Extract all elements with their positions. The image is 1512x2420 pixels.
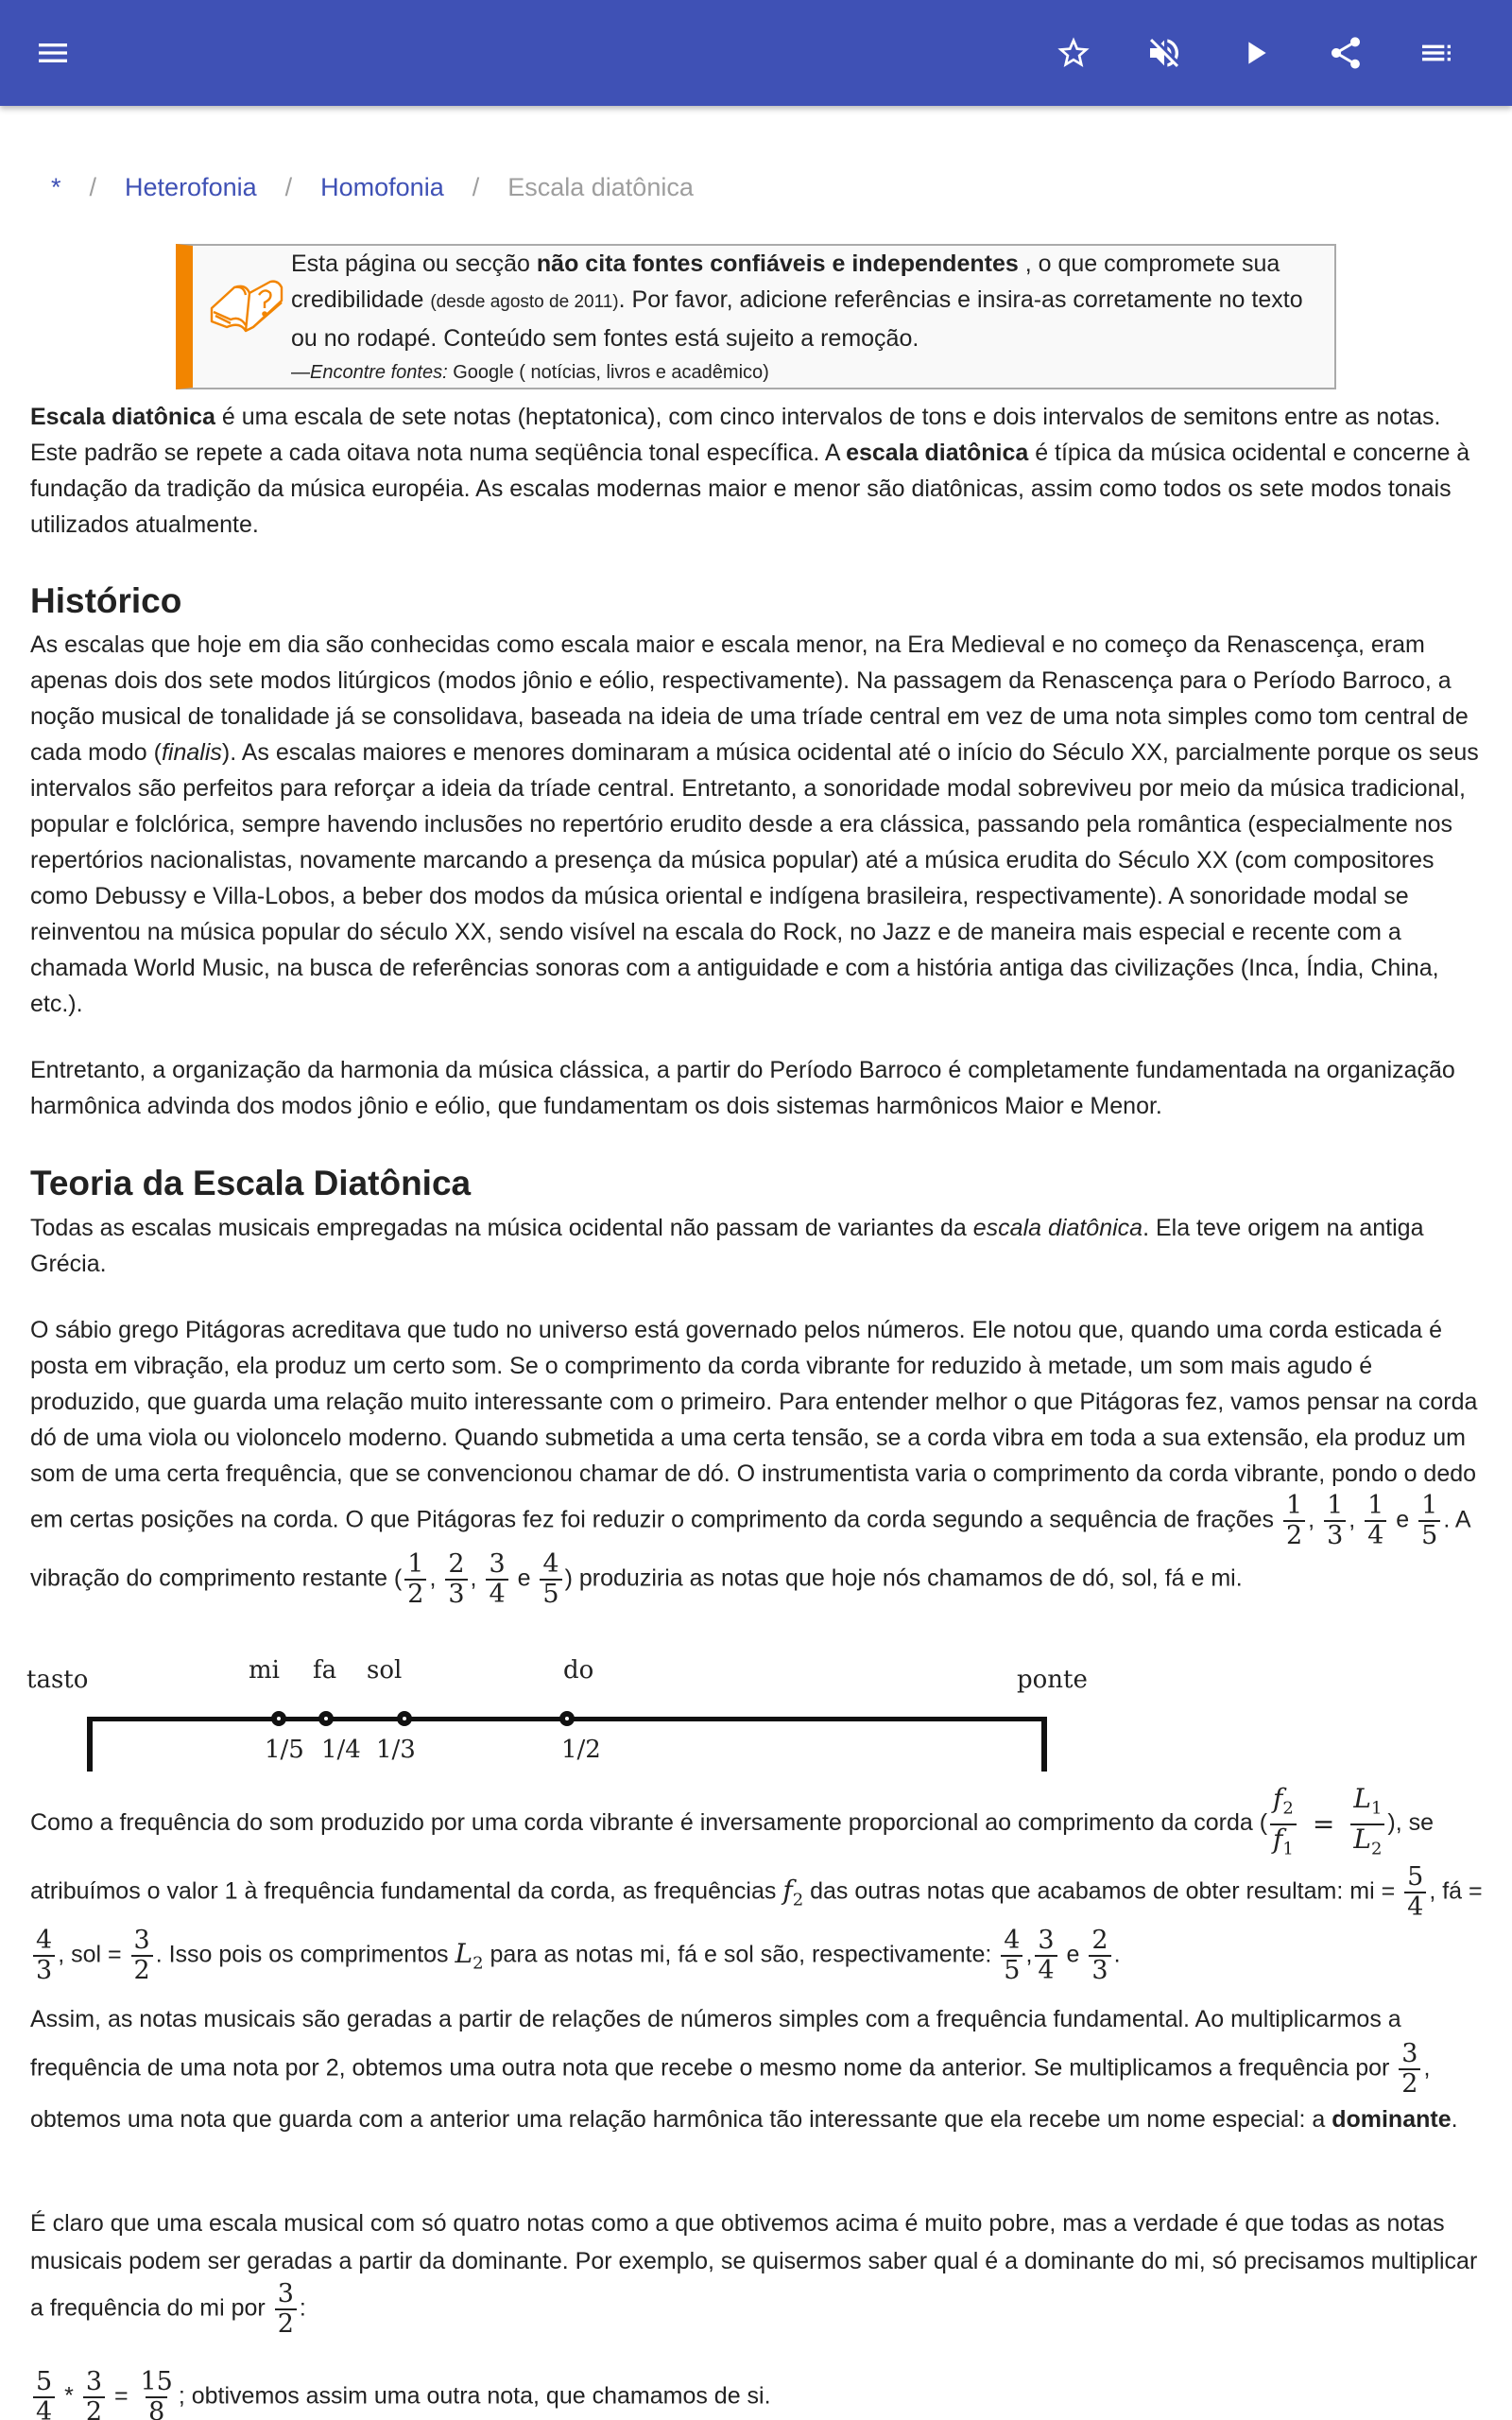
teoria-text: ; obtivemos assim uma outra nota, que chamamos de si.: [178, 2382, 771, 2410]
teoria-paragraph-dominante: Assim, as notas musicais são geradas a partir de relações de números simples com a frequência fundamental. Ao multiplicarmos a frequência de uma nota por 2, obtemos uma outra nota que recebe o mesmo nome da anterior. Se multiplicamos a frequência por $\frac{3}{2}$ , obtemos uma nota que guarda com a anterior uma relação harmônica tão interessante que ela recebe um nome especial: a dominante.: [30, 2006, 1458, 2133]
math-fraction: $\frac{3}{2}$: [1399, 2040, 1420, 2099]
play-button[interactable]: [1228, 26, 1281, 79]
math-fraction: $\frac{1}{3}$: [1324, 1492, 1346, 1550]
math-fraction-fa: $\frac{4}{3}$: [33, 1927, 55, 1985]
section-heading-historico: Histórico: [30, 581, 182, 620]
math-fraction-f2-f1: $\frac{f_2}{f_1}$: [1270, 1785, 1297, 1863]
diagram-ratio-do: 1/2: [561, 1736, 601, 1764]
historico-paragraph-2: Entretanto, a organização da harmonia da música clássica, a partir do Período Barroco é completamente fundamentada na organização harmônica advinda dos modos jônio e eólio, que fundamentam os dois sistemas harmônicos Maior e Menor.: [30, 1057, 1455, 1119]
math-fraction: $\frac{4}{5}$: [1001, 1927, 1022, 1985]
math-fraction: $\frac{3}{4}$: [1035, 1927, 1057, 1985]
find-sources-dash: —: [291, 362, 310, 383]
notice-bold-text: não cita fontes confiáveis e independentes: [536, 251, 1019, 277]
diagram-post-left: [87, 1717, 93, 1772]
historico-text: As escalas que hoje em dia são conhecidas como escala maior e escala menor, na Era Medieval e no começo da Renascença, eram apenas dois dos sete modos litúrgicos (modos jônio e eólio, respectivamente). Na passagem da Renascença para o Período Barroco, a noção musical de tonalidade já se consolidava, baseada na ideia de uma tríade central em vez de uma nota simples como tom central de cada modo (: [30, 631, 1469, 766]
teoria-paragraph-pitagoras: O sábio grego Pitágoras acreditava que tudo no universo está governado pelos números. Ele notou que, quando uma corda esticada é posta em vibração, ela produz um certo som. Se o comprimento da corda vibrante for reduzido à metade, um som mais agudo é produzido, que guarda uma relação muito interessante com o primeiro. Para entender melhor o que Pitágoras fez, vamos pensar na corda dó de uma viola ou violoncelo moderno. Quando submetida a uma certa tensão, se a corda vibra em toda a sua extensão, ela produz um som de uma certa frequência, que se convencionou chamar de dó. O instrumentista varia o comprimento da corda vibrante, pondo o dedo em certas posições na corda. O que Pitágoras fez foi reduzir o comprimento da corda segundo a sequência de frações $\frac{1}{2}$ , $\frac{1}{3}$ , $\frac{1}{4}$ e $\frac{1}{5}$ . A vibração do comprimento restante ( $\frac{1}{2}$ , $\frac{2}{3}$ , $\frac{3}{4}$ e $\frac{4}{5}$ ) produziria as notas que hoje nós chamamos de dó, sol, fá e mi.: [30, 1317, 1478, 1609]
unsourced-notice-box: [176, 244, 1336, 389]
app-bar: [0, 0, 1512, 106]
teoria-formula-si: $\frac{5}{4}$ * $\frac{3}{2}$ = $\frac{15}{8}$ ; obtivemos assim uma outra nota, que chamamos de si.: [30, 2368, 1486, 2420]
diagram-node-sol: [397, 1711, 412, 1726]
teoria-text: O sábio grego Pitágoras acreditava que tudo no universo está governado pelos números. Ele notou que, quando uma corda esticada é posta em vibração, ela produz um certo som. Se o comprimento da corda vibrante for reduzido à metade, um som mais agudo é produzido, que guarda uma relação muito interessante com o primeiro. Para entender melhor o que Pitágoras fez, vamos pensar na corda dó de uma viola ou violoncelo moderno. Quando submetida a uma certa tensão, se a corda vibra em toda a sua extensão, ela produz um som de uma certa frequência, que se convencionou chamar de dó. O instrumentista varia o comprimento da corda vibrante, pondo o dedo em certas posições na corda. O que Pitágoras fez foi reduzir o comprimento da corda segundo a sequência de frações: [30, 1317, 1478, 1533]
section-heading-teoria: Teoria da Escala Diatônica: [30, 1164, 472, 1202]
find-sources-line: [291, 358, 1331, 387]
math-var-L2: $L_2$: [455, 1938, 484, 1974]
math-fraction: $\frac{1}{2}$: [404, 1550, 426, 1609]
breadcrumb: [51, 168, 694, 206]
book-question-icon: [206, 274, 285, 340]
math-fraction: $\frac{4}{5}$: [540, 1550, 561, 1609]
diagram-note-fa: fa: [313, 1656, 337, 1685]
notice-text-part: . Por favor, adicione referências e insira-as corretamente no texto ou no rodapé. Conteúdo sem fontes está sujeito a remoção.: [291, 286, 1303, 352]
teoria-paragraph-1: [30, 1210, 1486, 1282]
historico-italic-term: finalis: [161, 739, 222, 766]
contents-button[interactable]: [1410, 26, 1463, 79]
teoria-text: para as notas mi, fá e sol são, respectivamente:: [483, 1942, 999, 1968]
teoria-text: É claro que uma escala musical com só quatro notas como a que obtivemos acima é muito pobre, mas a verdade é que todas as notas musicais podem ser geradas a partir da dominante. Por exemplo, se quisermos saber qual é a dominante do mi, só precisamos multiplicar a frequência do mi por: [30, 2210, 1478, 2322]
teoria-paragraph-frequency: Como a frequência do som produzido por uma corda vibrante é inversamente proporcional ao comprimento da corda ( $\frac{f_2}{f_1}$ = $\frac{L_1}{L_2}$ ), se atribuímos o valor 1 à frequência fundamental da corda, as frequências $f_2$ das outras notas que acabamos de obter resultam: mi = $\frac{5}{4}$ , fá = $\frac{4}{3}$ , sol = $\frac{3}{2}$ . Isso pois os comprimentos $L_2$ para as notas mi, fá e sol são, respectivamente: $\frac{4}{5}$ , $\frac{3}{4}$ e $\frac{2}{3}$ .: [30, 1783, 1483, 1986]
notice-text-part: , o que compromete sua credibilidade: [291, 251, 1280, 313]
diagram-post-right: [1041, 1717, 1047, 1772]
share-button[interactable]: [1319, 26, 1372, 79]
teoria-text: ), se atribuímos o valor 1 à frequência fundamental da corda, as frequências: [30, 1809, 1435, 1905]
intro-bold-term: Escala diatônica: [30, 404, 215, 430]
math-fraction: $\frac{1}{4}$: [1365, 1492, 1386, 1550]
intro-text: é uma escala de sete notas (heptatonica), com cinco intervalos de tons e dois intervalos de semitons entre as notas. Este padrão se repete a cada oitava nota numa seqüência tonal específica. A: [30, 404, 1441, 466]
menu-icon: [34, 34, 72, 72]
table-of-contents-icon: [1418, 34, 1455, 72]
diagram-note-do: do: [563, 1656, 594, 1685]
intro-bold-term: escala diatônica: [846, 440, 1029, 466]
math-fraction: $\frac{15}{8}$: [138, 2368, 176, 2420]
math-fraction: $\frac{2}{3}$: [1089, 1927, 1110, 1985]
historico-text: ). As escalas maiores e menores dominaram a música ocidental até o início do Século XX, parcialmente porque os seus intervalos são perfeitos para reforçar a ideia da tríade central. Entretanto, a sonoridade modal sobreviveu por meio da música tradicional, popular e folclórica, sempre havendo inclusões no repertório erudito desde a era clássica, passando pela romântica (especialmente nos repertórios nacionalistas, novamente marcando a presença da música popular) até a música erudita do Século XX (com compositores como Debussy e Villa-Lobos, a beber dos modos da música oriental e indígena brasileira, respectivamente). A sonoridade modal se reinventou na música popular do século XX, sendo visível na escala do Rock, no Jazz e de maneira mais especial e recente com a chamada World Music, na busca de referências sonoras com a antiguidade e com a história antiga das civilizações (Inca, Índia, China, etc.).: [30, 739, 1479, 1017]
string-division-diagram: [26, 1654, 1104, 1777]
math-fraction: $\frac{5}{4}$: [33, 2368, 55, 2420]
breadcrumb-home-link[interactable]: *: [51, 173, 61, 201]
math-fraction: $\frac{3}{2}$: [275, 2280, 297, 2339]
star-outline-icon: [1055, 34, 1092, 72]
math-fraction-L1-L2: $\frac{L_1}{L_2}$: [1350, 1785, 1384, 1863]
breadcrumb-separator: /: [89, 173, 97, 201]
teoria-text: ) produziria as notas que hoje nós chamamos de dó, sol, fá e mi.: [564, 1564, 1243, 1592]
math-fraction: $\frac{1}{5}$: [1418, 1492, 1440, 1550]
breadcrumb-link-homofonia[interactable]: Homofonia: [320, 173, 444, 201]
breadcrumb-current-page: Escala diatônica: [507, 173, 694, 201]
math-fraction: $\frac{3}{2}$: [83, 2368, 105, 2420]
teoria-text: . A vibração do comprimento restante (: [30, 1506, 1470, 1592]
teoria-text: , obtemos uma nota que guarda com a anterior uma relação harmônica tão interessante que ela recebe um nome especial: a: [30, 2054, 1431, 2133]
favorite-button[interactable]: [1047, 26, 1100, 79]
diagram-node-do: [559, 1711, 575, 1726]
mute-button[interactable]: [1138, 26, 1191, 79]
diagram-ratio-fa: 1/4: [321, 1736, 361, 1764]
math-fraction: $\frac{2}{3}$: [445, 1550, 467, 1609]
notice-since-date: (desde agosto de 2011): [430, 292, 619, 312]
teoria-text: Assim, as notas musicais são geradas a partir de relações de números simples com a frequência fundamental. Ao multiplicarmos a frequência de uma nota por 2, obtemos uma outra nota que recebe o mesmo nome da anterior. Se multiplicamos a frequência por: [30, 2006, 1401, 2082]
math-fraction: $\frac{3}{4}$: [486, 1550, 507, 1609]
teoria-text: . Isso pois os comprimentos: [155, 1942, 455, 1968]
teoria-text: . Ela teve origem na antiga Grécia.: [30, 1215, 1424, 1277]
teoria-text: das outras notas que acabamos de obter resultam: mi =: [803, 1877, 1402, 1905]
diagram-note-sol: sol: [367, 1656, 403, 1685]
math-var-f2: $f_2$: [782, 1874, 804, 1910]
math-fraction: $\frac{1}{2}$: [1283, 1492, 1305, 1550]
diagram-label-ponte: ponte: [1017, 1666, 1088, 1694]
find-sources-links[interactable]: Google ( notícias, livros e acadêmico): [447, 362, 769, 383]
breadcrumb-link-heterofonia[interactable]: Heterofonia: [125, 173, 257, 201]
diagram-node-fa: [318, 1711, 334, 1726]
menu-button[interactable]: [26, 26, 79, 79]
diagram-note-mi: mi: [249, 1656, 280, 1685]
find-sources-label: Encontre fontes:: [310, 362, 448, 383]
teoria-italic-term: escala diatônica: [972, 1215, 1143, 1241]
play-icon: [1236, 34, 1274, 72]
volume-off-icon: [1145, 34, 1183, 72]
diagram-label-tasto: tasto: [26, 1666, 89, 1694]
teoria-text: Como a frequência do som produzido por uma corda vibrante é inversamente proporcional ao comprimento da corda (: [30, 1809, 1268, 1837]
math-fraction-sol: $\frac{3}{2}$: [131, 1927, 153, 1985]
diagram-ratio-sol: 1/3: [376, 1736, 416, 1764]
teoria-paragraph-four-notes: É claro que uma escala musical com só quatro notas como a que obtivemos acima é muito pobre, mas a verdade é que todas as notas musicais podem ser geradas a partir da dominante. Por exemplo, se quisermos saber qual é a dominante do mi, só precisamos multiplicar a frequência do mi por $\frac{3}{2}$ :: [30, 2210, 1478, 2339]
intro-paragraph: [30, 399, 1486, 543]
historico-paragraph-1: [30, 627, 1486, 1022]
diagram-ratio-mi: 1/5: [265, 1736, 304, 1764]
notice-text: [291, 246, 1331, 387]
intro-text: é típica da música ocidental e concerne à fundação da tradição da música européia. As escalas modernas maior e menor são diatônicas, assim como todos os sete modos tonais utilizados atualmente.: [30, 440, 1470, 538]
diagram-node-mi: [271, 1711, 286, 1726]
breadcrumb-separator: /: [472, 173, 480, 201]
teoria-text: Todas as escalas musicais empregadas na música ocidental não passam de variantes da: [30, 1215, 973, 1241]
share-icon: [1327, 34, 1365, 72]
dominante-term: dominante: [1332, 2106, 1452, 2133]
math-fraction-mi: $\frac{5}{4}$: [1404, 1863, 1426, 1922]
breadcrumb-separator: /: [284, 173, 293, 201]
notice-text-part: Esta página ou secção: [291, 251, 537, 277]
